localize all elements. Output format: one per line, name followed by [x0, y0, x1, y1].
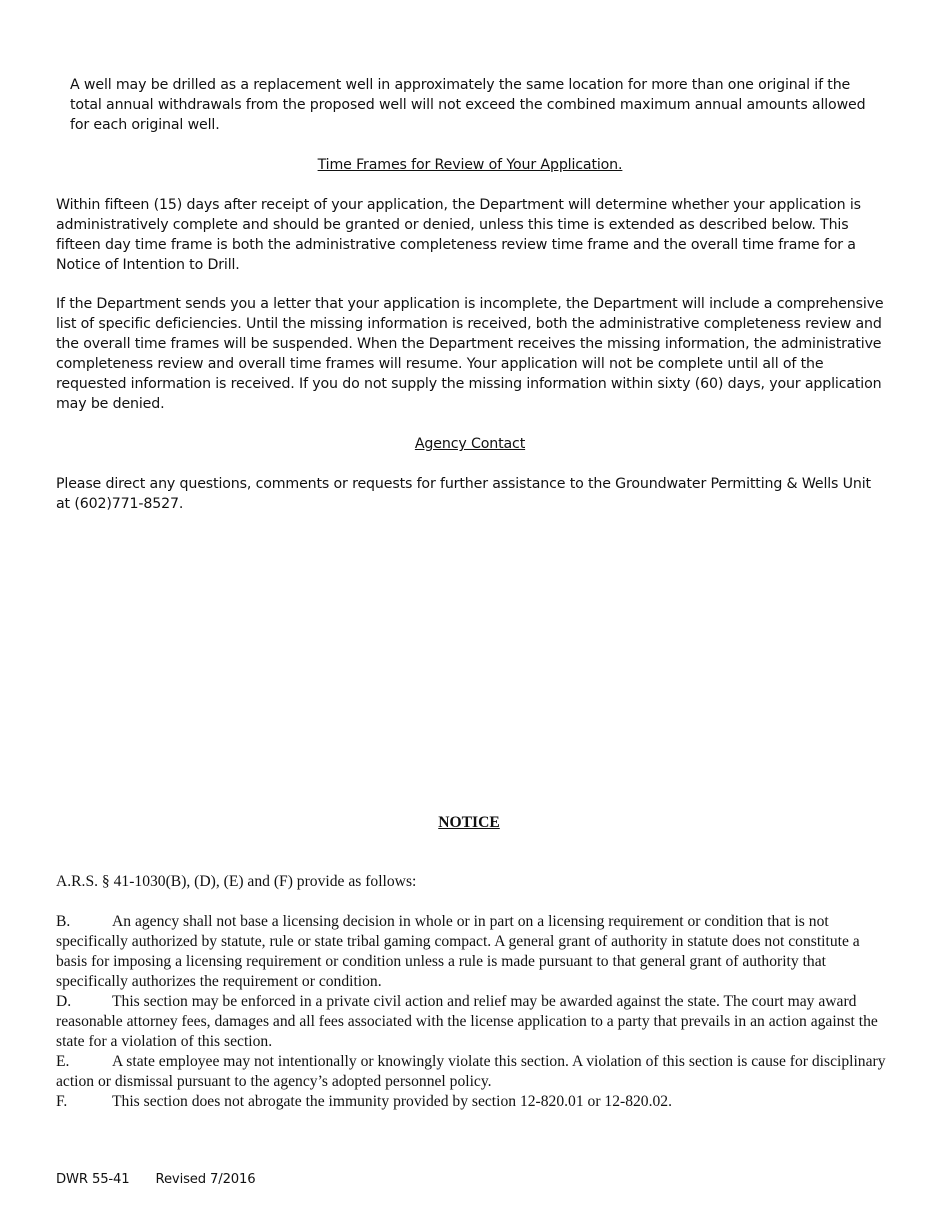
clause-letter: B.	[56, 913, 71, 930]
clause-letter: E.	[56, 1053, 70, 1070]
statute-clause-f	[56, 1092, 888, 1112]
clause-text: This section does not abrogate the immunity provided by section 12-820.01 or 12-820.02.	[112, 1093, 672, 1110]
statute-clause-e	[56, 1052, 888, 1092]
time-frames-paragraph-1: Within fifteen (15) days after receipt of your application, the Department will determine whether your application is administratively complete and should be granted or denied, unless this time is extended as described below. This fifteen day time frame is both the administrative completeness review time frame and the overall time frame for a Notice of Intention to Drill.	[56, 197, 861, 273]
notice-title: NOTICE	[438, 814, 500, 831]
clause-letter: F.	[56, 1093, 68, 1110]
statute-clauses	[56, 912, 888, 1112]
statute-intro: A.R.S. § 41-1030(B), (D), (E) and (F) provide as follows:	[56, 873, 417, 890]
replacement-well-paragraph: A well may be drilled as a replacement well in approximately the same location for more than one original if the total annual withdrawals from the proposed well will not exceed the combined maximum annual amounts allowed for each original well.	[70, 77, 866, 133]
clause-text: An agency shall not base a licensing decision in whole or in part on a licensing requirement or condition that is not specifically authorized by statute, rule or state tribal gaming compact. A general grant of authority in statute does not constitute a basis for imposing a licensing requirement or condition unless a rule is made pursuant to that general grant of authority that specifically authorizes the requirement or condition.	[56, 913, 860, 990]
clause-letter: D.	[56, 993, 72, 1010]
page-footer	[56, 1170, 256, 1190]
statute-clause-b	[56, 912, 888, 992]
form-number: DWR 55-41	[56, 1172, 130, 1187]
revision-date: Revised 7/2016	[155, 1172, 256, 1187]
clause-text: This section may be enforced in a private civil action and relief may be awarded against the state. The court may award reasonable attorney fees, damages and all fees associated with the license application to a party that prevails in an action against the state for a violation of this section.	[56, 993, 878, 1050]
time-frames-heading	[0, 155, 940, 175]
time-frames-paragraph-2: If the Department sends you a letter that your application is incomplete, the Department will include a comprehensive list of specific deficiencies. Until the missing information is received, both the administrative completeness review and the overall time frames will be suspended. When the Department receives the missing information, the administrative completeness review and overall time frames will resume. Your application will not be complete until all of the requested information is received. If you do not supply the missing information within sixty (60) days, your application may be denied.	[56, 296, 884, 412]
statute-clause-d	[56, 992, 888, 1052]
agency-contact-paragraph: Please direct any questions, comments or requests for further assistance to the Groundwater Permitting & Wells Unit at (602)771-8527.	[56, 476, 871, 512]
time-frames-heading-text: Time Frames for Review of Your Application.	[317, 157, 623, 173]
agency-contact-heading	[0, 434, 940, 454]
agency-contact-heading-text: Agency Contact	[414, 436, 526, 452]
clause-text: A state employee may not intentionally or knowingly violate this section. A violation of this section is cause for disciplinary action or dismissal pursuant to the agency’s adopted personnel policy.	[56, 1053, 886, 1090]
